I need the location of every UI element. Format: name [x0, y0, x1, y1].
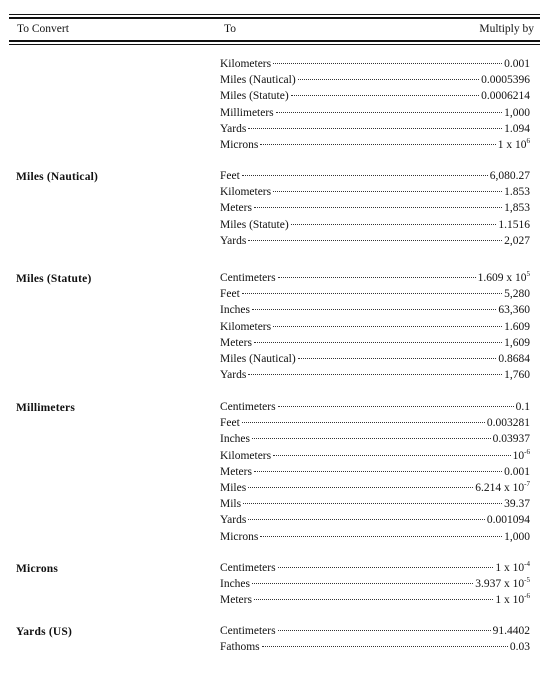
conversion-row — [220, 353, 530, 369]
conversion-row — [220, 447, 530, 466]
conversion-row — [220, 466, 530, 482]
multiply-factor — [504, 531, 530, 543]
dot-leader — [278, 567, 494, 568]
dot-leader — [298, 358, 497, 359]
dot-leader — [278, 630, 491, 631]
factor-base: 1.1516 — [498, 218, 530, 231]
target-unit: Centimeters — [220, 401, 276, 413]
target-unit: Mils — [220, 498, 242, 511]
source-unit-name: Yards (US) — [16, 626, 72, 638]
factor-base: 3.937 x 10 — [475, 578, 525, 591]
multiply-factor — [504, 498, 530, 510]
factor-base: 0.0005396 — [481, 74, 530, 87]
dot-leader — [248, 487, 473, 488]
dot-leader — [252, 438, 491, 439]
conversion-row — [220, 186, 530, 202]
factor-base: 63,360 — [498, 304, 530, 317]
factor-base: 1,609 — [504, 336, 530, 349]
factor-base: 6,080.27 — [489, 170, 530, 182]
conversion-row — [220, 58, 530, 74]
target-unit: Yards — [220, 122, 247, 135]
conversion-row — [220, 170, 530, 186]
multiply-factor — [498, 139, 530, 151]
conversion-row — [220, 288, 530, 304]
target-unit: Miles (Nautical) — [220, 353, 296, 365]
target-unit: Feet — [220, 417, 240, 430]
conversion-row — [220, 578, 530, 594]
target-unit: Miles — [220, 482, 247, 494]
top-rule-thin — [9, 14, 540, 15]
factor-base: 0.001 — [504, 58, 530, 70]
conversion-row — [220, 562, 530, 578]
dot-leader — [273, 191, 502, 192]
conversion-row — [220, 337, 530, 353]
target-unit: Kilometers — [220, 186, 272, 199]
multiply-factor — [475, 482, 530, 494]
dot-leader — [248, 128, 502, 129]
dot-leader — [252, 309, 496, 310]
multiply-factor — [495, 562, 530, 574]
dot-leader — [248, 374, 502, 375]
multiply-factor — [504, 288, 530, 300]
dot-leader — [243, 503, 502, 504]
multiply-factor — [493, 625, 530, 637]
factor-base: 1 x 10 — [495, 562, 525, 574]
source-unit-name: Miles (Nautical) — [16, 171, 99, 183]
factor-base: 5,280 — [504, 288, 530, 301]
factor-base: 1,853 — [504, 202, 530, 215]
factor-exponent: -7 — [524, 480, 530, 489]
target-unit: Miles (Statute) — [220, 90, 289, 103]
conversion-row — [220, 272, 530, 288]
target-unit: Centimeters — [220, 562, 276, 574]
dot-leader — [291, 95, 479, 96]
target-unit: Yards — [220, 514, 247, 527]
factor-base: 1 x 10 — [495, 594, 525, 607]
target-unit: Feet — [220, 170, 240, 182]
source-unit-name: Microns — [16, 563, 59, 575]
target-unit: Inches — [220, 304, 251, 317]
header-rule-thick — [9, 40, 540, 42]
multiply-factor — [504, 107, 530, 119]
target-unit: Kilometers — [220, 449, 272, 462]
multiply-factor — [490, 170, 530, 182]
target-unit: Kilometers — [220, 320, 272, 333]
multiply-factor — [495, 594, 530, 606]
conversion-row — [220, 139, 530, 155]
conversion-row — [220, 123, 530, 139]
target-unit: Feet — [220, 288, 240, 301]
column-header-multiply: Multiply by — [479, 23, 534, 35]
multiply-factor — [504, 337, 530, 349]
factor-base: 0.0006214 — [481, 90, 530, 103]
conversion-row — [220, 202, 530, 218]
multiply-factor — [487, 514, 530, 526]
conversion-row — [220, 482, 530, 498]
target-unit: Meters — [220, 465, 252, 478]
target-unit: Meters — [220, 202, 252, 215]
factor-exponent: -4 — [524, 560, 530, 569]
multiply-factor — [498, 219, 530, 231]
conversion-row — [220, 514, 530, 530]
dot-leader — [252, 583, 473, 584]
multiply-factor — [475, 578, 530, 590]
dot-leader — [273, 63, 502, 64]
dot-leader — [278, 406, 514, 407]
dot-leader — [248, 519, 485, 520]
top-rule-thick — [9, 17, 540, 19]
factor-base: 1.853 — [504, 186, 530, 199]
multiply-factor — [504, 466, 530, 478]
dot-leader — [278, 277, 476, 278]
source-unit-name: Millimeters — [16, 402, 76, 414]
conversion-row — [220, 107, 530, 123]
factor-base: 91.4402 — [492, 625, 530, 637]
factor-base: 1.094 — [504, 122, 530, 135]
target-unit: Centimeters — [220, 625, 276, 637]
multiply-factor — [478, 272, 530, 284]
column-header-to: To — [224, 23, 236, 35]
target-unit: Meters — [220, 594, 252, 607]
factor-base: 1,000 — [504, 106, 530, 119]
factor-base: 0.03 — [509, 641, 530, 654]
dot-leader — [248, 240, 502, 241]
dot-leader — [242, 293, 502, 294]
factor-base: 1.609 x 10 — [477, 272, 527, 284]
header-rule-thin — [9, 44, 540, 45]
multiply-factor — [504, 235, 530, 247]
factor-base: 1.609 — [504, 320, 530, 333]
dot-leader — [254, 342, 502, 343]
factor-base: 0.003281 — [486, 417, 530, 430]
target-unit: Meters — [220, 336, 252, 349]
conversion-row — [220, 321, 530, 337]
multiply-factor — [481, 90, 530, 102]
factor-base: 2,027 — [504, 234, 530, 247]
factor-base: 0.03937 — [492, 433, 530, 446]
target-unit: Miles (Nautical) — [220, 74, 296, 87]
target-unit: Microns — [220, 530, 259, 543]
conversion-row — [220, 235, 530, 251]
conversion-row — [220, 90, 530, 106]
multiply-factor — [504, 123, 530, 135]
conversion-row — [220, 304, 530, 320]
target-unit: Fathoms — [220, 641, 260, 654]
dot-leader — [260, 144, 495, 145]
conversion-row — [220, 219, 530, 235]
factor-base: 6.214 x 10 — [475, 482, 525, 494]
factor-base: 1 x 10 — [497, 139, 527, 151]
dot-leader — [262, 646, 508, 647]
multiply-factor — [498, 353, 530, 365]
dot-leader — [273, 455, 511, 456]
dot-leader — [254, 207, 502, 208]
target-unit: Inches — [220, 578, 251, 591]
dot-leader — [242, 175, 488, 176]
target-unit: Inches — [220, 433, 251, 446]
conversion-row — [220, 433, 530, 449]
multiply-factor — [504, 58, 530, 70]
factor-base: 0.1 — [515, 401, 530, 413]
factor-exponent: -6 — [524, 592, 530, 601]
factor-exponent: -6 — [524, 447, 530, 456]
multiply-factor — [516, 401, 530, 413]
factor-base: 10 — [512, 449, 525, 462]
multiply-factor — [504, 321, 530, 333]
factor-base: 0.001 — [504, 465, 530, 478]
multiply-factor — [493, 433, 530, 445]
conversion-row — [220, 74, 530, 90]
conversion-row — [220, 641, 530, 657]
dot-leader — [276, 112, 502, 113]
column-header-convert: To Convert — [17, 23, 69, 35]
dot-leader — [291, 224, 497, 225]
dot-leader — [260, 536, 502, 537]
multiply-factor — [487, 417, 530, 429]
multiply-factor — [504, 369, 530, 381]
multiply-factor — [481, 74, 530, 86]
multiply-factor — [504, 186, 530, 198]
factor-base: 1,760 — [504, 369, 530, 382]
target-unit: Centimeters — [220, 272, 276, 284]
multiply-factor — [510, 641, 530, 653]
target-unit: Yards — [220, 369, 247, 382]
factor-base: 0.8684 — [498, 353, 530, 365]
factor-exponent: 5 — [526, 270, 530, 279]
dot-leader — [273, 326, 502, 327]
conversion-row — [220, 401, 530, 417]
conversion-row — [220, 498, 530, 514]
conversion-row — [220, 531, 530, 547]
target-unit: Miles (Statute) — [220, 218, 289, 231]
dot-leader — [254, 599, 493, 600]
dot-leader — [242, 422, 485, 423]
factor-base: 0.001094 — [486, 514, 530, 527]
target-unit: Yards — [220, 234, 247, 247]
conversion-row — [220, 369, 530, 385]
multiply-factor — [504, 202, 530, 214]
dot-leader — [298, 79, 479, 80]
dot-leader — [254, 471, 502, 472]
factor-base: 1,000 — [504, 530, 530, 543]
target-unit: Kilometers — [220, 58, 272, 70]
conversion-row — [220, 417, 530, 433]
factor-base: 39.37 — [504, 498, 530, 511]
factor-exponent: -5 — [524, 576, 530, 585]
source-unit-name: Miles (Statute) — [16, 273, 92, 285]
conversion-row — [220, 594, 530, 610]
target-unit: Millimeters — [220, 106, 274, 119]
target-unit: Microns — [220, 139, 259, 151]
factor-exponent: 6 — [526, 137, 530, 146]
multiply-factor — [512, 447, 530, 462]
conversion-row — [220, 625, 530, 641]
multiply-factor — [498, 304, 530, 316]
